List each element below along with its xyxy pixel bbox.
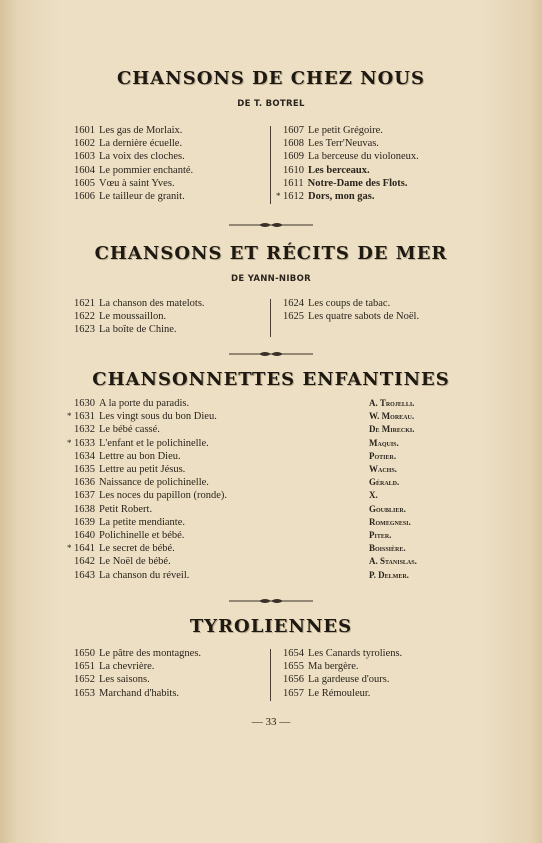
composer-name: De Mirecki. — [369, 424, 415, 435]
list-item: 1622 Le moussaillon. — [74, 311, 167, 323]
composer-name: Maquis. — [369, 437, 399, 448]
composer-name: Gérald. — [369, 477, 400, 488]
list-item: 1603 La voix des cloches. — [74, 151, 185, 163]
composer-name: X. — [369, 490, 378, 501]
page-number: — 33 — — [251, 716, 291, 728]
ornament-divider — [229, 350, 313, 358]
ornament-divider — [229, 221, 313, 229]
composer-name: Boissière. — [369, 543, 406, 554]
list-item: 1611 Notre-Dame des Flots. — [283, 177, 408, 189]
list-item: 1639 La petite mendiante. — [74, 516, 186, 528]
list-item: 1607 Le petit Grégoire. — [283, 125, 383, 136]
list-item: 1605 Vœu à saint Yves. — [74, 177, 175, 189]
composer-list-s3 — [369, 397, 417, 582]
list-item: 1606 Le tailleur de granit. — [74, 191, 185, 203]
star-mark: * — [67, 437, 72, 448]
section-title-chansonnettes-enfantines: CHANSONNETTES ENFANTINES — [92, 369, 450, 390]
list-item: 1656 La gardeuse d'ours. — [283, 674, 390, 686]
list-item: 1637 Les noces du papillon (ronde). — [74, 490, 228, 502]
song-list-s4-left — [74, 647, 201, 700]
list-item: 1624 Les coups de tabac. — [283, 298, 391, 309]
composer-name: Wachs. — [369, 464, 397, 475]
list-item: 1601 Les gas de Morlaix. — [74, 125, 183, 136]
list-item: 1652 Les saisons. — [74, 674, 150, 686]
list-item: * 1612 Dors, mon gas. — [276, 191, 375, 203]
star-mark: * — [67, 543, 72, 554]
song-list-s2-left — [74, 297, 205, 337]
list-item: 1635 Lettre au petit Jésus. — [74, 464, 186, 476]
list-item: 1602 La dernière écuelle. — [74, 138, 183, 150]
list-item: 1610 Les berceaux. — [283, 164, 370, 176]
list-item: 1657 Le Rémouleur. — [283, 687, 371, 699]
composer-name: Piter. — [369, 530, 392, 541]
list-item: 1609 La berceuse du violoneux. — [283, 151, 419, 163]
section-title-chansons-de-chez-nous: CHANSONS DE CHEZ NOUS — [116, 68, 426, 89]
list-item: 1640 Polichinelle et bébé. — [74, 530, 185, 542]
ornament-divider — [229, 597, 313, 605]
list-item: 1623 La boîte de Chine. — [74, 324, 177, 336]
list-item: 1625 Les quatre sabots de Noël. — [283, 311, 420, 323]
song-list-s4-right — [283, 647, 402, 700]
list-item: 1604 Le pommier enchanté. — [74, 164, 194, 176]
composer-name: Potier. — [369, 450, 397, 461]
composer-name: A. Stanislas. — [369, 556, 417, 567]
song-list-s1-left — [74, 124, 193, 203]
song-list-s1-right — [276, 124, 419, 203]
list-item: 1608 Les Terr'Neuvas. — [283, 138, 379, 150]
column-divider — [270, 649, 271, 701]
column-divider — [270, 299, 271, 337]
list-item: 1634 Lettre au bon Dieu. — [74, 450, 181, 462]
column-divider — [270, 126, 271, 204]
list-item: 1643 La chanson du réveil. — [74, 569, 190, 581]
section-title-tyroliennes: TYROLIENNES — [189, 616, 353, 637]
section-author-yann-nibor: DE YANN-NIBOR — [231, 274, 311, 284]
list-item: * 1633 L'enfant et le polichinelle. — [67, 437, 209, 449]
section-title-chansons-et-recits-de-mer: CHANSONS ET RÉCITS DE MER — [94, 243, 448, 264]
list-item: 1655 Ma bergère. — [283, 661, 359, 673]
list-item: 1636 Naissance de polichinelle. — [74, 477, 209, 489]
list-item: 1630 A la porte du paradis. — [74, 398, 190, 409]
list-item: 1632 Le bébé cassé. — [74, 424, 160, 436]
song-list-s3 — [67, 397, 228, 582]
list-item: 1650 Le pâtre des montagnes. — [74, 648, 202, 659]
composer-name: W. Moreau. — [369, 411, 415, 422]
composer-name: A. Trojelli. — [369, 398, 415, 408]
star-mark: * — [67, 411, 72, 422]
song-list-s2-right — [283, 297, 419, 323]
list-item: 1642 Le Noël de bébé. — [74, 556, 171, 568]
list-item: * 1631 Les vingt sous du bon Dieu. — [67, 411, 217, 423]
composer-name: Romegnesi. — [369, 516, 411, 527]
star-mark: * — [276, 191, 281, 202]
list-item: * 1641 Le secret de bébé. — [67, 543, 175, 555]
section-author-botrel: DE T. BOTREL — [237, 99, 305, 109]
list-item: 1651 La chevrière. — [74, 661, 155, 673]
list-item: 1638 Petit Robert. — [74, 503, 153, 515]
composer-name: Goublier. — [369, 503, 406, 514]
composer-name: P. Delmer. — [369, 569, 409, 580]
list-item: 1621 La chanson des matelots. — [74, 298, 205, 309]
list-item: 1654 Les Canards tyroliens. — [283, 648, 403, 659]
list-item: 1653 Marchand d'habits. — [74, 687, 180, 699]
